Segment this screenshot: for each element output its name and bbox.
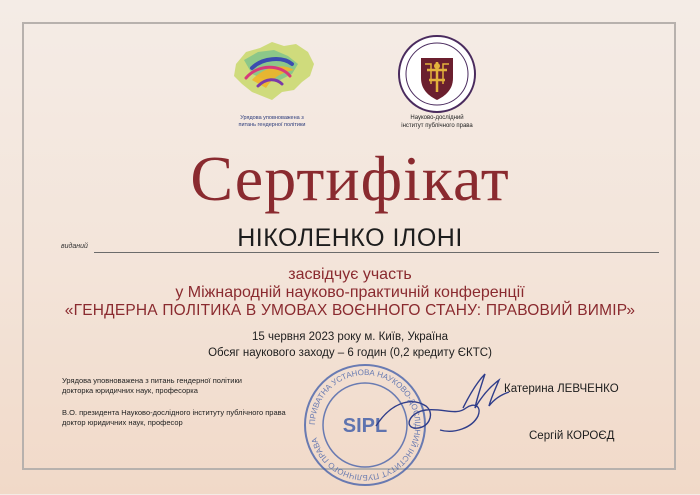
- certificate-title: Сертифікат: [190, 143, 510, 214]
- signatory-2-position-line2: доктор юридичних наук, професор: [62, 418, 183, 427]
- issued-label: виданий: [61, 243, 88, 250]
- right-logo-caption-line2: інститут публічного права: [401, 123, 473, 129]
- signatory-2-name: Сергій КОРОЄД: [529, 430, 615, 442]
- signature-2: [370, 386, 490, 446]
- participation-line: засвідчує участь: [288, 266, 412, 283]
- signatory-1-position: [62, 376, 242, 396]
- signatory-2-position: [62, 408, 286, 428]
- signatory-2-position-line1: В.О. президента Науково-дослідного інституту публічного права: [62, 408, 286, 417]
- event-volume: Обсяг наукового заходу – 6 годин (0,2 кредиту ЄКТС): [208, 347, 492, 359]
- signatory-1-position-line1: Урядова уповноважена з питань гендерної політики: [62, 376, 242, 385]
- right-logo-caption-line1: Науково-дослідний: [410, 115, 464, 121]
- date-place: 15 червня 2023 року м. Київ, Україна: [252, 331, 448, 343]
- stamp-center-text: SIPL: [342, 415, 388, 437]
- ukraine-map-icon: [222, 34, 322, 110]
- recipient-name: НІКОЛЕНКО ІЛОНІ: [237, 224, 463, 252]
- conference-title: «ГЕНДЕРНА ПОЛІТИКА В УМОВАХ ВОЄННОГО СТАНУ: ПРАВОВИЙ ВИМІР»: [64, 302, 636, 319]
- signatory-1-position-line2: докторка юридичних наук, професорка: [62, 386, 198, 395]
- gender-policy-logo: [222, 34, 322, 129]
- institute-logo: [382, 34, 492, 130]
- institute-emblem-icon: [397, 34, 477, 114]
- signatory-1-name: Катерина ЛЕВЧЕНКО: [504, 383, 619, 395]
- left-logo-caption-line2: питань гендерної політики: [238, 122, 306, 128]
- name-underline: [94, 252, 659, 253]
- stamp-ring-text: ПРИВАТНА УСТАНОВА НАУКОВО-ДОСЛІДНИЙ ІНСТИТУТ ПУБЛІЧНОГО ПРАВА: [307, 367, 423, 483]
- left-logo-caption-line1: Урядова уповноважена з: [240, 115, 304, 121]
- conference-line: у Міжнародній науково-практичній конференції: [175, 284, 525, 301]
